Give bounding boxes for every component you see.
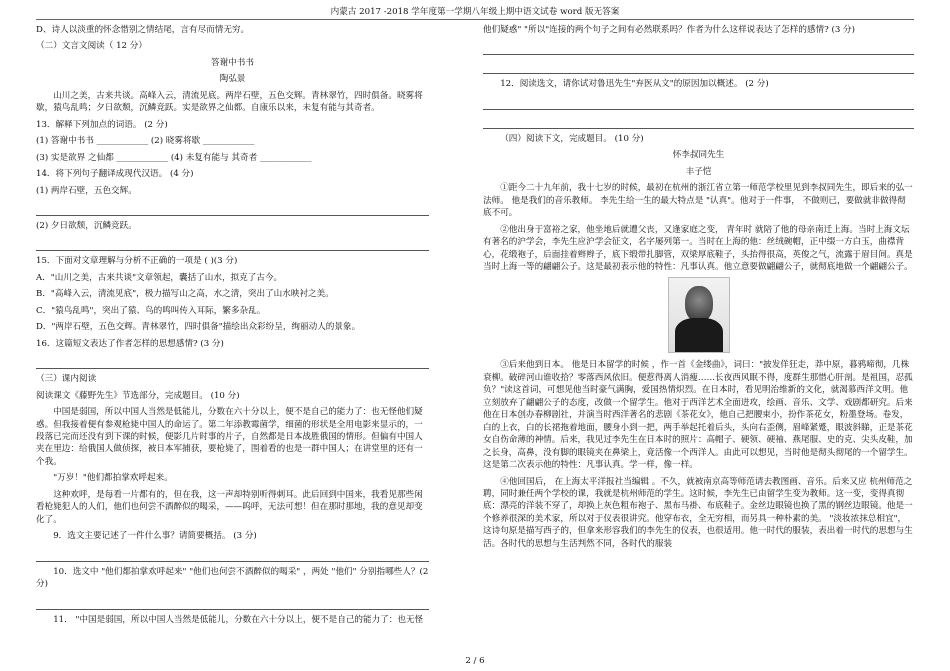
left-paragraph: A．"山川之美，古来共谈"文章领起，囊括了山水，拟克了古今。	[36, 272, 283, 283]
left-paragraph: B．"高峰入云，清流见底"，极力描写山之高，水之清，突出了山水映衬之美。	[36, 289, 334, 300]
left-paragraph: 13．解释下列加点的词语。 (2 分)	[36, 119, 168, 130]
answer-line	[483, 114, 914, 129]
left-paragraph: 这种欢呼，是每看一片都有的，但在我，这一声却特别听得刺耳。此后回到中国来，我看见那些闲看枪毙犯人的人们，他们也何尝不酒醉似的喝采，——呜呼，无法可想！但在那时那地，我的意见却变化了。	[36, 489, 423, 525]
right-paragraph: ①距今二十九年前，我十七岁的时候，最初在杭州的浙江省立第一师范学校里见到李叔同先生，即后来的弘一法师。 他是我们的音乐教师。 李先生给一生的最大特点是 "认真"。他对于一件事， 不做则已，要做就非做得彻底不可。	[483, 183, 913, 219]
left-paragraph: 15．下面对文章理解与分析不正确的一项是 ( )(3 分)	[36, 256, 238, 267]
left-paragraph: 答谢中书书	[211, 57, 254, 68]
right-paragraph: 丰子恺	[685, 166, 712, 177]
answer-line	[36, 201, 429, 216]
left-paragraph: 11． "中国是弱国，所以中国人当然是低能儿，分数在六十分以上，便不是自己的能力了：也无怪	[53, 614, 424, 625]
left-paragraph: 14．将下列句子翻译成现代汉语。 (4 分)	[36, 169, 194, 180]
left-paragraph: （二）文言文阅读（ 12 分）	[36, 41, 147, 52]
answer-line	[483, 59, 914, 74]
left-paragraph: C．"猿鸟乱鸣"，突出了猿、鸟的鸣叫传入耳际，繁多杂乱。	[36, 305, 266, 316]
answer-line	[36, 547, 429, 562]
page-header: 内蒙古 2017 -2018 学年度第一学期八年级上期中语文试卷 word 版无答案	[330, 7, 620, 17]
answer-line	[36, 236, 429, 251]
left-paragraph: 陶弘景	[219, 74, 246, 85]
left-paragraph: (1) 答谢中书书 ____________ (2) 晓雾将歇 ____________	[36, 136, 255, 147]
left-paragraph: 中国是弱国，所以中国人当然是低能儿，分数在六十分以上，便不是自己的能力了：也无怪他们疑惑。但我接着便有参观枪毙中国人的命运了。第二年添教霉菌学，细菌的形状是全用电影来显示的，一段落已完而还没有到下课的时候，便影几片时事的片子，自然都是日本战胜俄国的情形。但偏有中国人夹在里边：给俄国人做侦探，被日本军捕获，要枪毙了，围着看的也是一群中国人；在讲堂里的还有一个我。	[36, 407, 423, 467]
right-paragraph: 他们疑惑" "所以"连接的两个句子之间有必然联系吗？作者为什么这样说表达了怎样的感情? (3 分)	[483, 25, 855, 35]
left-paragraph: "万岁！"他们都拍掌欢呼起来。	[53, 473, 173, 484]
left-paragraph: (3) 实是欲界 之仙都 ____________ (4) 未复有能与 其奇者 ____________	[36, 152, 312, 163]
right-paragraph: ③后来他到日本。 他是日本留学的时候 ，作一首《金缕曲》，词曰："披发佯狂走，莽中原，暮鸦啼彻，几株衰柳。破碎河山谁收拾？零落西风依旧。便惹得离人消瘦……长夜西风眠不得，度群生那惜心肝剖。是祖国，忍孤负？"读这首词，可想见他当时豪气满胸，爱国热情炽烈。在日本时，看见明治维新的文化，就渴慕西洋文明。他立刻放弃了翩翩公子的态度，改做一个留学生。他对于西洋艺术全面进攻，绘画、音乐、文学、戏剧都研究。后来他在日本创办春柳剧社，并演当时西洋著名的悲剧《茶花女》，他自己把腰束小，扮作茶花女，粉墨登场。卷发，白的上衣，白的长裙拖着地面，腰身小到一把，两手举起托着后头，头向右歪侧，眉峰紧蹙，眼波斜睇，正是茶花女自伤命薄的神情。后来，我见过李先生在日本时的照片：高帽子、硬领、硬袖、燕尾服、史的克、尖头皮鞋，加之长身，高鼻，没有脚的眼镜夹在鼻梁上，竟活像一个西洋人。由此可以想见，当时他是彻头彻尾的一个留学生。这是第二次表示他的特性：凡事认真。学一样，像一样。	[483, 360, 913, 471]
left-paragraph: (1) 两岸石壁，五色交辉。	[36, 185, 137, 196]
left-paragraph: 山川之美，古来共谈。高峰入云，清流见底。两岸石壁，五色交辉。青林翠竹，四时俱备。晓雾将歇，猿鸟乱鸣；夕日欲颓，沉鳞竞跃。实是欲界之仙都。自康乐以来，未复有能与其奇者。	[36, 90, 423, 114]
right-column	[483, 24, 914, 554]
right-paragraph: ④他回国后， 在上海太平洋报社当编辑 。不久，就被南京高等师范请去教图画、音乐。后来又应 杭州师范之聘，同时兼任两个学校的课，我就是杭州师范的学生。这时候，李先生已由留学生变为教师。这一变，变得真彻底：漂亮的洋装不穿了，却换上灰色粗布袍子、黑布马褂、布底鞋子。金丝边眼镜也换了黑的钢丝边眼镜。他是一个修养很深的美术家，所以对于仪表很讲究。他穿布衣，全无穷相，而另具一种朴素的美。 "淡妆浓抹总相宜"，这诗句原是描写西子的，但拿来形容我们的李先生的仪表，也很适用。他一时代的服装，表出着一时代的思想与生活。各时代的思想与生活判然不同，各时代的服装	[483, 476, 913, 549]
left-paragraph: （三）课内阅读	[36, 374, 97, 385]
right-paragraph: （四）阅读下文，完成题目。 (10 分)	[500, 133, 644, 144]
left-paragraph: 阅读课文《藤野先生》节选部分，完成题目。 (10 分)	[36, 390, 240, 401]
right-paragraph: ②他出身于富裕之家，他坐地后就遭父丧，又逢家庭之变， 青年时 就陪了他的母亲南迁上海。当时上海文坛有著名的沪学会，李先生应沪学会征文，名字屡列第一。当时在上海的他：丝绒碗帽，正中缀一方白玉，曲襟背心，花缎袍子，后面挂着辫辫子，底下缎带扎脚管，双梁厚底鞋子，头抬得很高，英俊之气，流露于眉目间。真是当时上海一等的翩翩公子。这是最初表示他的特性：凡事认真。他立意要做翩翩公子，就彻底地做一个翩翩公子。	[483, 224, 913, 272]
page-number: 2 / 6	[465, 655, 485, 666]
answer-line	[36, 595, 429, 610]
portrait-photo	[668, 277, 730, 353]
left-paragraph: 10．选文中 "他们都拍掌欢呼起来" "他们也何尝不酒醉似的喝采" ，两处 "他们" 分别指哪些人？(2 分)	[36, 566, 429, 590]
answer-line	[36, 354, 429, 369]
left-paragraph: D、诗人以淡重的怀念惜别之情结尾，言有尽而情无穷。	[36, 25, 250, 35]
left-paragraph: 16．这篇短文表达了作者怎样的思想感情? (3 分)	[36, 338, 224, 349]
left-column	[36, 24, 429, 630]
answer-line	[483, 40, 914, 55]
answer-line	[483, 95, 914, 110]
left-paragraph: 9．选文主要记述了一件什么事？请简要概括。 (3 分)	[53, 531, 257, 542]
header-rule	[36, 19, 914, 20]
right-paragraph: 怀李叔同先生	[672, 150, 725, 161]
left-paragraph: D．"两岸石壁，五色交辉。青林翠竹，四时俱备"描绘出众彩纷呈，绚丽动人的景象。	[36, 322, 361, 333]
right-paragraph: 12．阅读选文，请你试对鲁迅先生"弃医从文"的原因加以概述。 (2 分)	[500, 79, 769, 90]
left-paragraph: (2) 夕日欲颓，沉鳞竞跃。	[36, 220, 137, 231]
